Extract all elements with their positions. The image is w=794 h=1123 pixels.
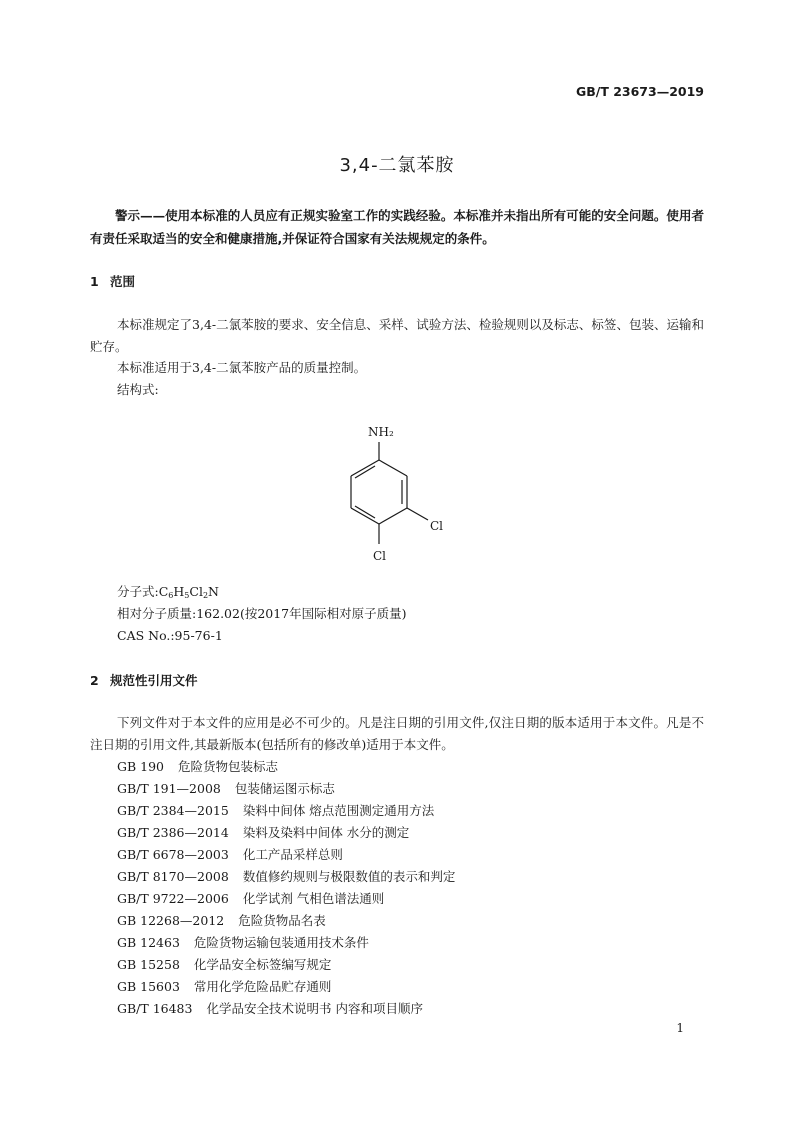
reference-code: GB/T 191—2008 xyxy=(117,781,221,796)
ring-bond-4 xyxy=(351,508,379,524)
reference-title: 包装储运图示标志 xyxy=(234,781,335,796)
reference-code: GB 15258 xyxy=(117,957,180,972)
reference-code: GB 15603 xyxy=(117,979,180,994)
reference-item xyxy=(117,932,455,954)
reference-code: GB/T 9722—2006 xyxy=(117,891,229,906)
reference-title: 染料中间体 熔点范围测定通用方法 xyxy=(242,803,435,818)
reference-code: GB/T 8170—2008 xyxy=(117,869,229,884)
ring-bond-3 xyxy=(379,508,407,524)
reference-title: 染料及染料中间体 水分的测定 xyxy=(242,825,410,840)
page-number: 1 xyxy=(676,1021,684,1035)
normative-references-paragraph: 下列文件对于本文件的应用是必不可少的。凡是注日期的引用文件,仅注日期的版本适用于本文件。凡是不注日期的引用文件,其最新版本(包括所有的修改单)适用于本文件。 xyxy=(90,715,704,752)
formula-nitrogen: N xyxy=(208,584,219,599)
reference-item xyxy=(117,800,455,822)
reference-title: 化学品安全标签编写规定 xyxy=(193,957,332,972)
formula-chlorine: Cl xyxy=(189,584,203,599)
chlorine-label-meta: Cl xyxy=(430,519,444,533)
reference-code: GB 12268—2012 xyxy=(117,913,225,928)
section-1-heading xyxy=(90,272,135,290)
reference-title: 化工产品采样总则 xyxy=(242,847,343,862)
molecular-mass: 相对分子质量:162.02(按2017年国际相对原子质量) xyxy=(117,606,407,621)
reference-item xyxy=(117,998,455,1020)
reference-code: GB 190 xyxy=(117,759,165,774)
reference-item xyxy=(117,910,455,932)
structural-formula xyxy=(330,420,470,570)
reference-list xyxy=(117,756,455,1020)
formula-hydrogen: H xyxy=(173,584,185,599)
reference-item xyxy=(117,954,455,976)
structure-label: 结构式: xyxy=(117,382,159,397)
chlorine-label-para: Cl xyxy=(373,549,387,563)
reference-code: GB/T 16483 xyxy=(117,1001,193,1016)
cas-number: CAS No.:95-76-1 xyxy=(117,628,223,643)
reference-item xyxy=(117,822,455,844)
formula-carbon-count: 6 xyxy=(168,591,174,600)
formula-chlorine-count: 2 xyxy=(202,591,209,600)
reference-title: 常用化学危险品贮存通则 xyxy=(193,979,332,994)
reference-code: GB/T 6678—2003 xyxy=(117,847,229,862)
reference-item xyxy=(117,844,455,866)
reference-title: 危险货物运输包装通用技术条件 xyxy=(193,935,369,950)
reference-title: 化学试剂 气相色谱法通则 xyxy=(242,891,385,906)
nh2-label: NH₂ xyxy=(368,425,394,439)
reference-item xyxy=(117,888,455,910)
formula-hydrogen-count: 5 xyxy=(184,591,190,600)
reference-title: 化学品安全技术说明书 内容和项目顺序 xyxy=(206,1001,423,1016)
formula-label: 分子式: xyxy=(117,584,159,599)
section-1-title: 范围 xyxy=(110,274,136,289)
reference-code: GB/T 2384—2015 xyxy=(117,803,229,818)
reference-code: GB 12463 xyxy=(117,935,180,950)
reference-title: 危险货物包装标志 xyxy=(178,759,279,774)
molecular-formula xyxy=(117,581,219,603)
scope-paragraph-2: 本标准适用于3,4-二氯苯胺产品的质量控制。 xyxy=(117,360,367,375)
document-title: 3,4-二氯苯胺 xyxy=(339,155,455,176)
section-2-number: 2 xyxy=(90,673,99,688)
chlorine-bond-meta xyxy=(407,508,428,520)
warning-paragraph: 警示——使用本标准的人员应有正规实验室工作的实践经验。本标准并未指出所有可能的安全问题。使用者有责任采取适当的安全和健康措施,并保证符合国家有关法规规定的条件。 xyxy=(90,208,704,246)
section-2-title: 规范性引用文件 xyxy=(110,673,198,688)
ring-bond-6 xyxy=(351,460,379,476)
formula-carbon: C xyxy=(158,584,169,599)
reference-item xyxy=(117,976,455,998)
reference-item xyxy=(117,866,455,888)
standard-code: GB/T 23673—2019 xyxy=(575,84,704,99)
reference-title: 危险货物品名表 xyxy=(238,913,326,928)
ring-bond-1 xyxy=(379,460,407,476)
reference-code: GB/T 2386—2014 xyxy=(117,825,229,840)
reference-title: 数值修约规则与极限数值的表示和判定 xyxy=(242,869,456,884)
reference-item xyxy=(117,756,455,778)
section-1-number: 1 xyxy=(90,274,99,289)
scope-paragraph-1: 本标准规定了3,4-二氯苯胺的要求、安全信息、采样、试验方法、检验规则以及标志、标签、包装、运输和贮存。 xyxy=(90,317,704,354)
reference-item xyxy=(117,778,455,800)
section-2-heading xyxy=(90,671,198,689)
